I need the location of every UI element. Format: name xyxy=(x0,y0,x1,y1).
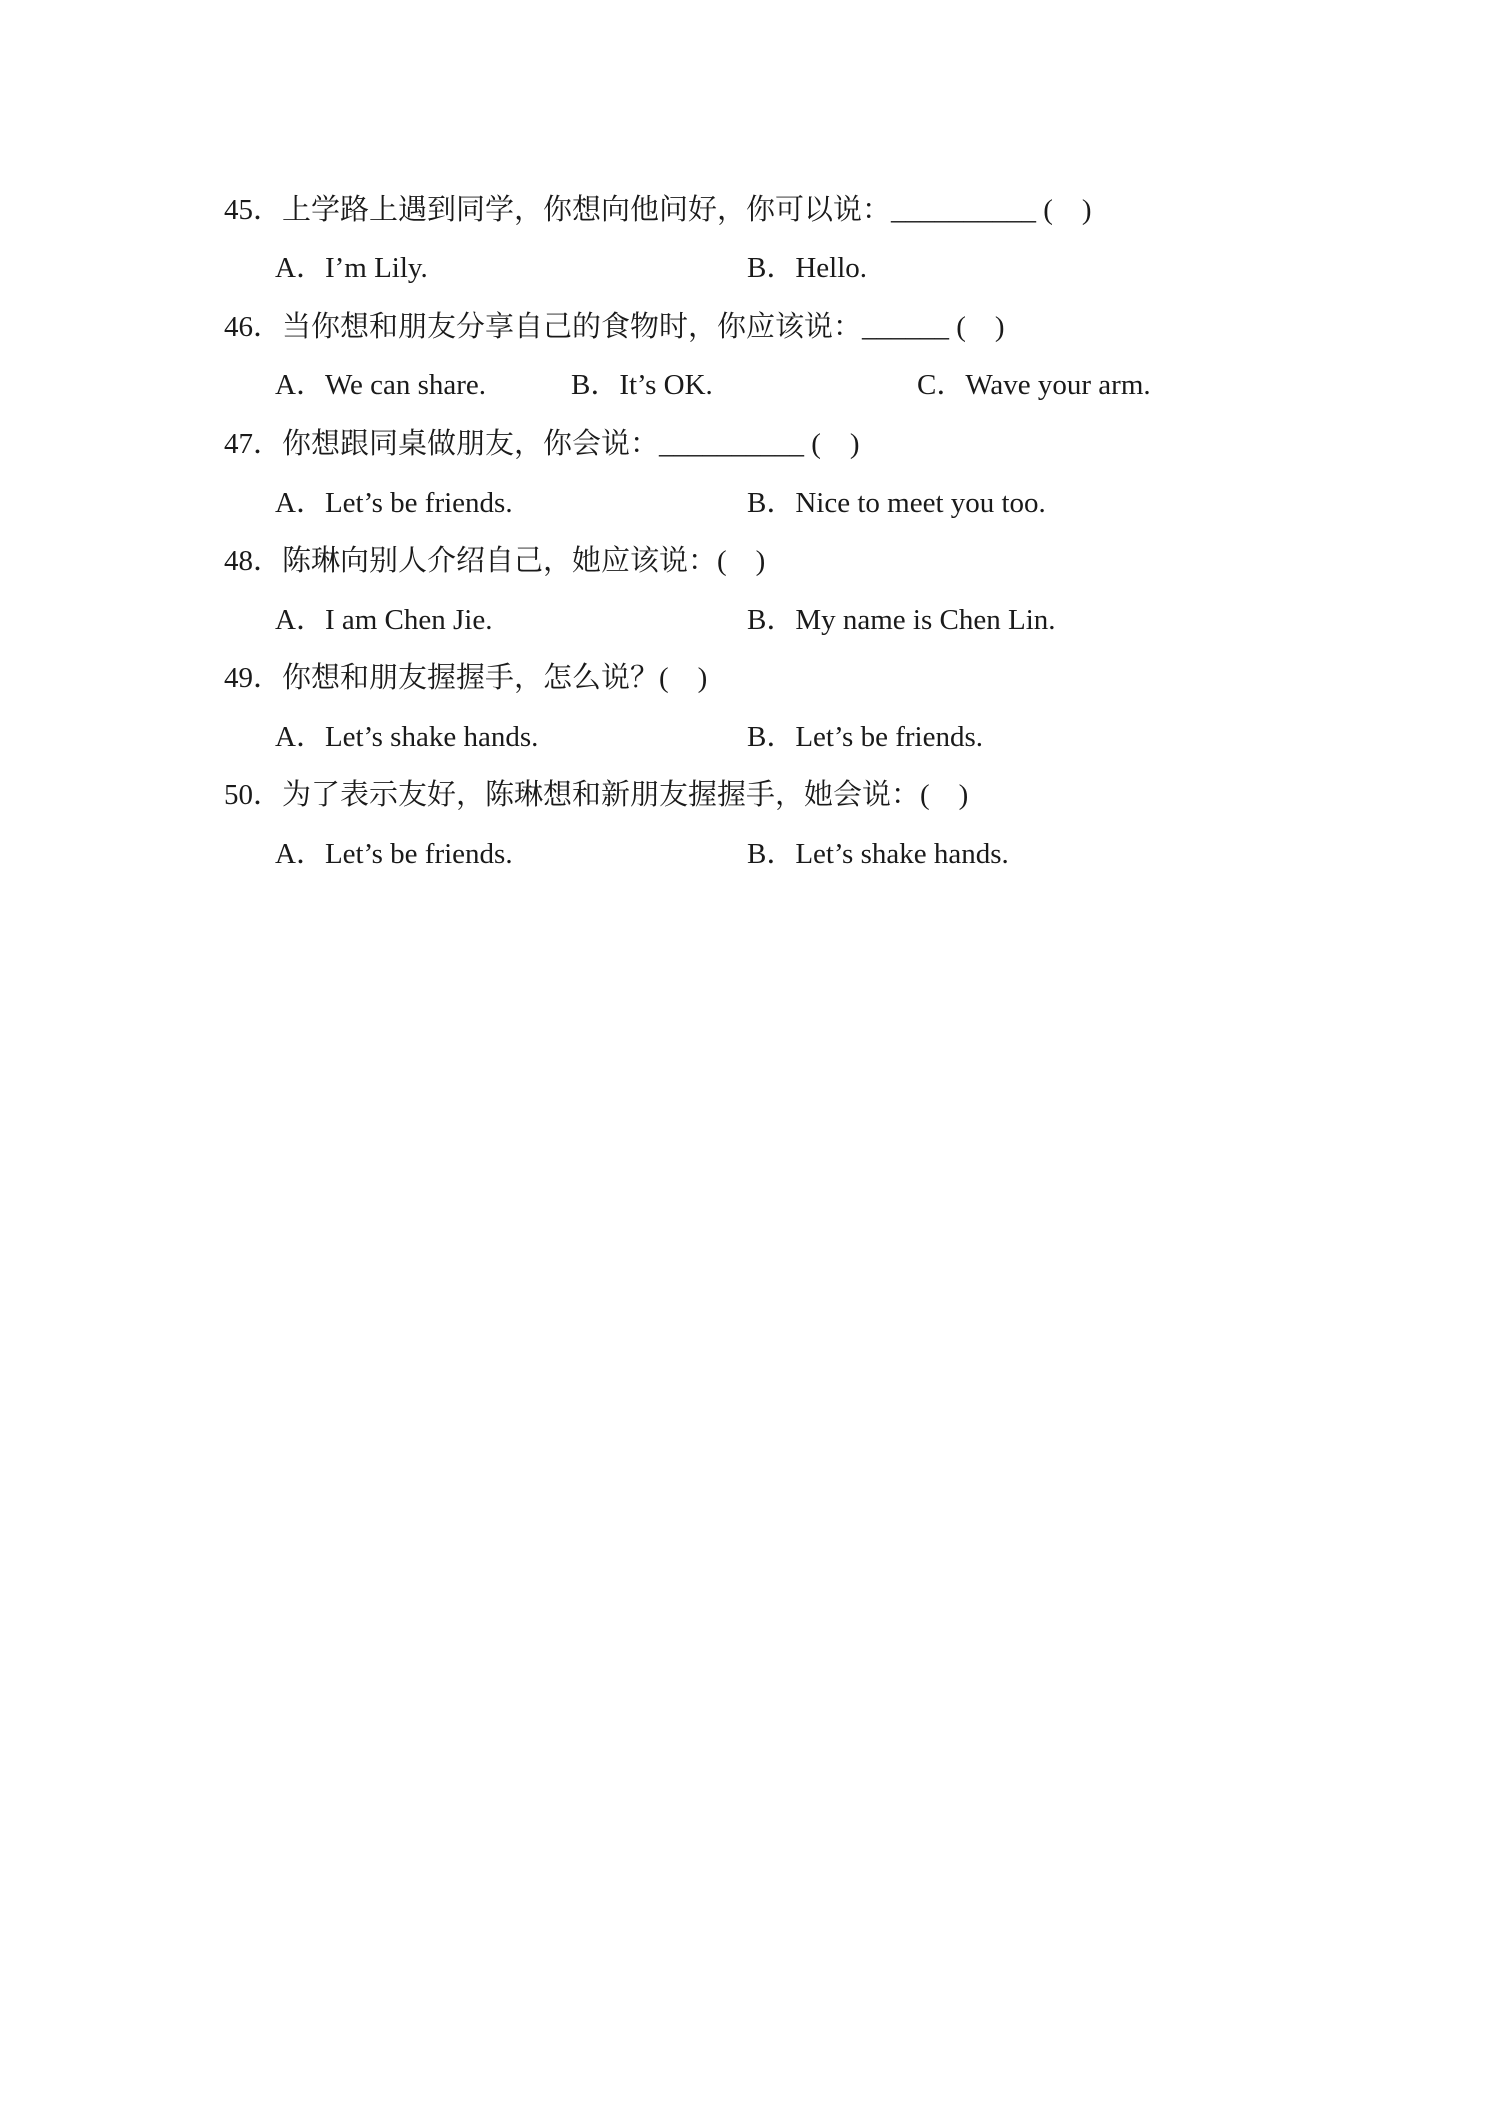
question-46-option-b: B．It’s OK. xyxy=(571,369,713,401)
question-50-option-a: A．Let’s be friends. xyxy=(275,838,513,870)
question-48-option-b: B．My name is Chen Lin. xyxy=(747,604,1056,636)
question-47-option-a: A．Let’s be friends. xyxy=(275,487,513,519)
question-46-option-a: A．We can share. xyxy=(275,369,487,401)
question-49-option-b: B．Let’s be friends. xyxy=(747,721,983,753)
question-49-option-a: A．Let’s shake hands. xyxy=(275,721,539,753)
question-47-option-b: B．Nice to meet you too. xyxy=(747,487,1046,519)
question-45-option-a: A．I’m Lily. xyxy=(275,252,428,284)
question-46-stem: 46．当你想和朋友分享自己的食物时，你应该说：______ ( ) xyxy=(224,311,1005,343)
question-48-option-a: A．I am Chen Jie. xyxy=(275,604,493,636)
question-50-option-b: B．Let’s shake hands. xyxy=(747,838,1009,870)
question-49-stem: 49．你想和朋友握握手，怎么说？( ) xyxy=(224,662,708,694)
question-47-stem: 47．你想跟同桌做朋友，你会说：__________ ( ) xyxy=(224,428,860,460)
question-48-stem: 48．陈琳向别人介绍自己，她应该说：( ) xyxy=(224,545,766,577)
question-50-stem: 50．为了表示友好，陈琳想和新朋友握握手，她会说：( ) xyxy=(224,779,969,811)
question-45-option-b: B．Hello. xyxy=(747,252,868,284)
question-46-option-c: C．Wave your arm. xyxy=(917,369,1151,401)
question-45-stem: 45．上学路上遇到同学，你想向他问好，你可以说：__________ ( ) xyxy=(224,194,1092,226)
